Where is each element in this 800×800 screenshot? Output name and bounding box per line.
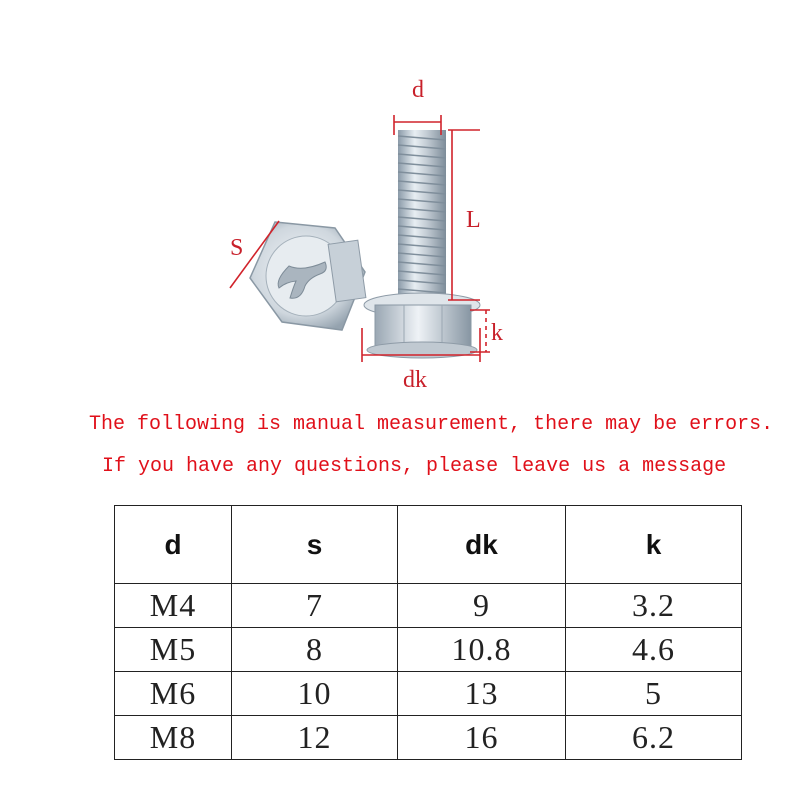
cell-k: 4.6 [566,628,742,672]
dimension-label-k: k [491,320,503,346]
dimension-label-L: L [466,207,481,233]
cell-dk: 9 [398,584,566,628]
dimension-label-d: d [412,77,424,103]
bolt-hex-head [364,293,480,358]
table-row [115,672,742,716]
table-row [115,716,742,760]
spec-table [114,505,742,760]
header-k: k [566,506,742,584]
cell-s: 7 [232,584,398,628]
cell-d: M5 [115,628,232,672]
measurement-notice: The following is manual measurement, there may be errors. [89,413,774,436]
dimension-label-S: S [230,235,244,261]
table-row [115,628,742,672]
table-row [115,584,742,628]
cell-k: 6.2 [566,716,742,760]
header-s: s [232,506,398,584]
cell-s: 10 [232,672,398,716]
bolt-shaft [398,130,446,300]
cell-dk: 13 [398,672,566,716]
cell-s: 8 [232,628,398,672]
cell-k: 5 [566,672,742,716]
contact-notice: If you have any questions, please leave us a message [102,455,727,478]
cell-dk: 16 [398,716,566,760]
cell-d: M6 [115,672,232,716]
cell-k: 3.2 [566,584,742,628]
dimension-label-dk: dk [403,367,427,393]
cell-dk: 10.8 [398,628,566,672]
cell-d: M8 [115,716,232,760]
header-dk: dk [398,506,566,584]
spec-table-header [115,506,742,584]
cell-s: 12 [232,716,398,760]
header-d: d [115,506,232,584]
cell-d: M4 [115,584,232,628]
